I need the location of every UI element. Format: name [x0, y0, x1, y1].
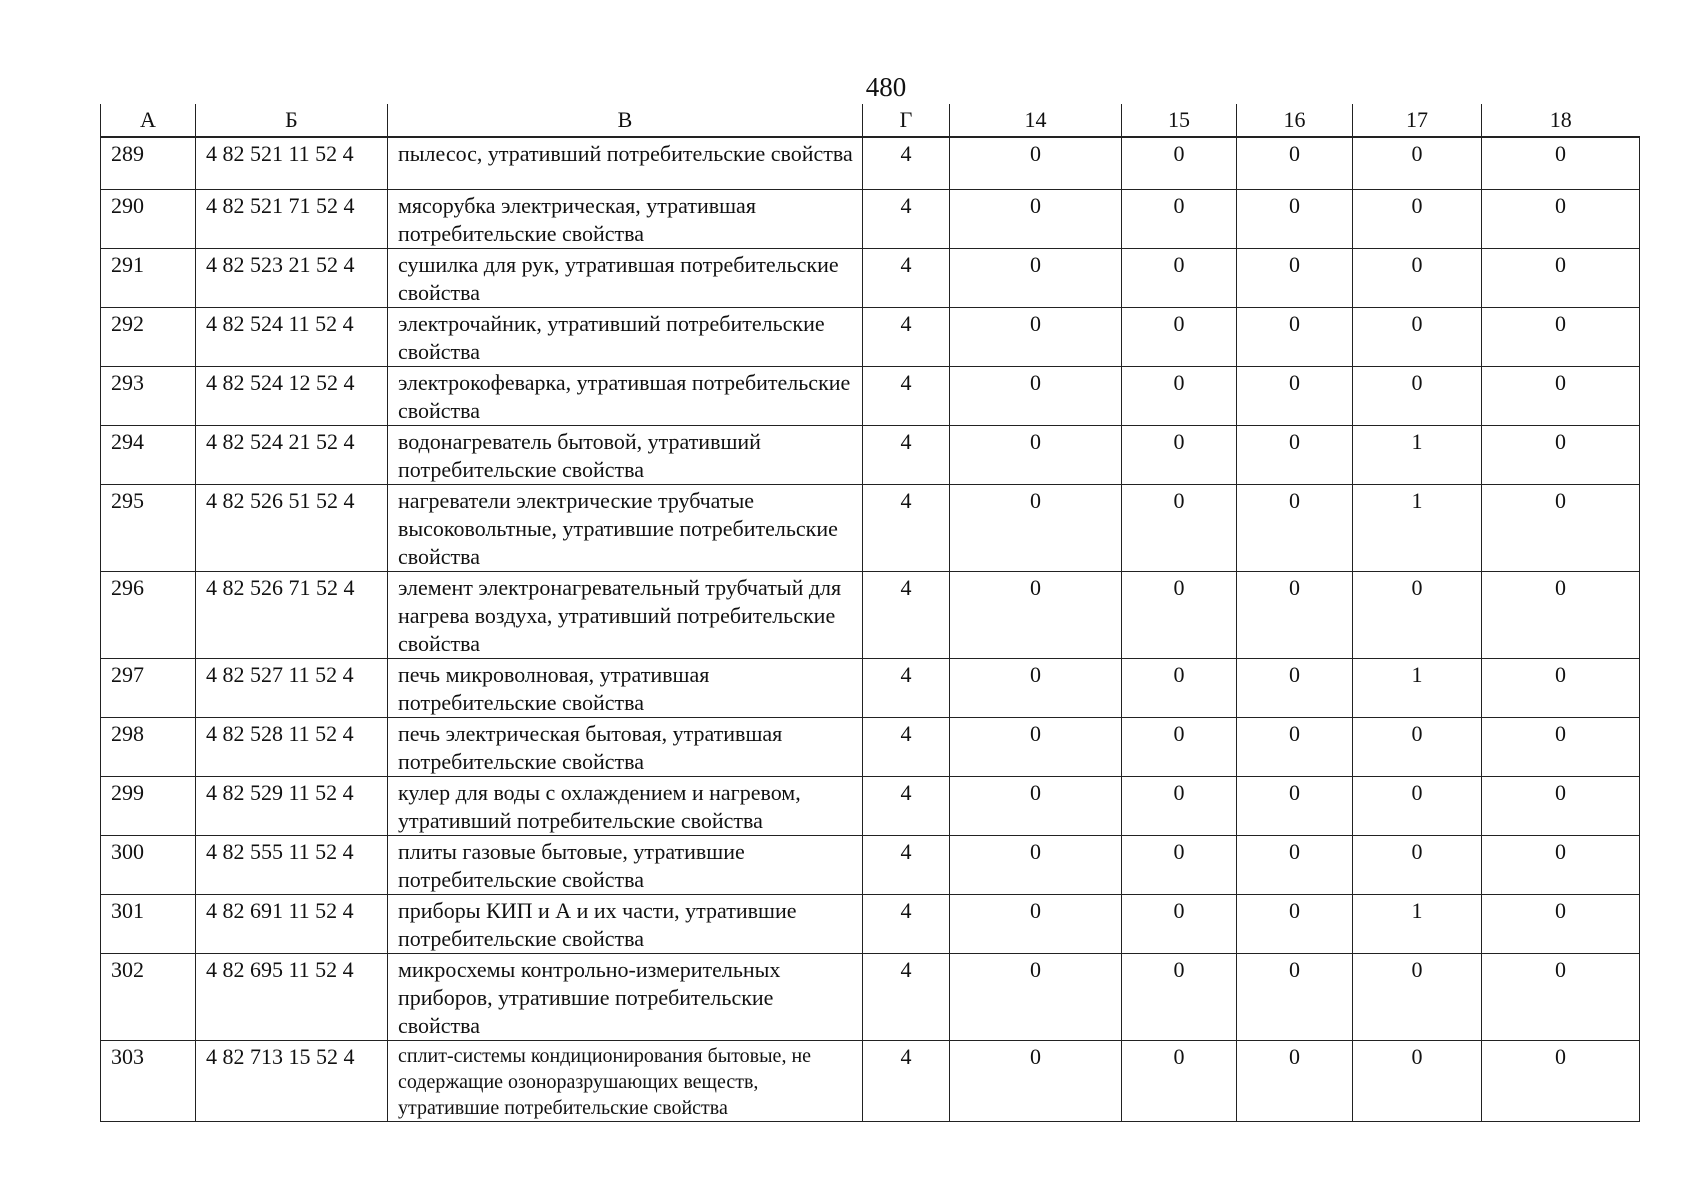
cell-col-15: 0	[1122, 717, 1237, 776]
cell-waste-code: 4 82 523 21 52 4	[196, 248, 388, 307]
header-cell-v: В	[388, 104, 863, 137]
table-row	[101, 1040, 1640, 1121]
cell-col-18: 0	[1482, 658, 1640, 717]
cell-hazard-class: 4	[863, 953, 950, 1040]
cell-col-16: 0	[1237, 248, 1353, 307]
cell-col-15: 0	[1122, 248, 1237, 307]
cell-hazard-class: 4	[863, 425, 950, 484]
cell-col-16: 0	[1237, 189, 1353, 248]
cell-waste-name: печь электрическая бытовая, утратившая потребительские свойства	[388, 717, 863, 776]
cell-col-14: 0	[950, 658, 1122, 717]
cell-col-16: 0	[1237, 776, 1353, 835]
cell-hazard-class: 4	[863, 137, 950, 189]
cell-col-17: 0	[1353, 248, 1482, 307]
cell-waste-code: 4 82 529 11 52 4	[196, 776, 388, 835]
cell-row-number: 303	[101, 1040, 196, 1121]
cell-col-18: 0	[1482, 835, 1640, 894]
cell-row-number: 294	[101, 425, 196, 484]
table-row	[101, 776, 1640, 835]
cell-col-18: 0	[1482, 571, 1640, 658]
header-row	[101, 104, 1640, 137]
cell-col-15: 0	[1122, 894, 1237, 953]
cell-waste-name: сушилка для рук, утратившая потребительские свойства	[388, 248, 863, 307]
cell-hazard-class: 4	[863, 835, 950, 894]
header-cell-a: А	[101, 104, 196, 137]
table-body	[101, 137, 1640, 1121]
table-row	[101, 307, 1640, 366]
cell-waste-code: 4 82 524 21 52 4	[196, 425, 388, 484]
cell-col-16: 0	[1237, 658, 1353, 717]
cell-col-14: 0	[950, 835, 1122, 894]
cell-col-14: 0	[950, 248, 1122, 307]
cell-waste-name: пылесос, утративший потребительские свойства	[388, 137, 863, 189]
cell-row-number: 292	[101, 307, 196, 366]
cell-row-number: 296	[101, 571, 196, 658]
cell-col-15: 0	[1122, 953, 1237, 1040]
cell-col-15: 0	[1122, 137, 1237, 189]
cell-col-17: 1	[1353, 894, 1482, 953]
cell-col-17: 0	[1353, 137, 1482, 189]
cell-hazard-class: 4	[863, 307, 950, 366]
table-row	[101, 717, 1640, 776]
cell-col-17: 0	[1353, 776, 1482, 835]
cell-col-17: 1	[1353, 425, 1482, 484]
header-cell-g: Г	[863, 104, 950, 137]
cell-waste-name: микросхемы контрольно-измерительных приборов, утратившие потребительские свойства	[388, 953, 863, 1040]
cell-col-17: 0	[1353, 1040, 1482, 1121]
cell-col-18: 0	[1482, 248, 1640, 307]
table-row	[101, 425, 1640, 484]
cell-col-16: 0	[1237, 425, 1353, 484]
cell-col-16: 0	[1237, 1040, 1353, 1121]
cell-waste-code: 4 82 526 51 52 4	[196, 484, 388, 571]
cell-col-15: 0	[1122, 366, 1237, 425]
cell-col-15: 0	[1122, 189, 1237, 248]
cell-waste-code: 4 82 691 11 52 4	[196, 894, 388, 953]
cell-row-number: 291	[101, 248, 196, 307]
header-cell-16: 16	[1237, 104, 1353, 137]
cell-col-18: 0	[1482, 425, 1640, 484]
cell-col-14: 0	[950, 953, 1122, 1040]
cell-hazard-class: 4	[863, 189, 950, 248]
cell-row-number: 298	[101, 717, 196, 776]
cell-waste-name: электрочайник, утративший потребительские свойства	[388, 307, 863, 366]
cell-col-17: 0	[1353, 953, 1482, 1040]
cell-col-18: 0	[1482, 717, 1640, 776]
cell-col-14: 0	[950, 571, 1122, 658]
cell-col-15: 0	[1122, 776, 1237, 835]
cell-hazard-class: 4	[863, 366, 950, 425]
cell-col-15: 0	[1122, 658, 1237, 717]
cell-row-number: 300	[101, 835, 196, 894]
cell-row-number: 293	[101, 366, 196, 425]
cell-row-number: 299	[101, 776, 196, 835]
cell-hazard-class: 4	[863, 658, 950, 717]
cell-waste-name: сплит-системы кондиционирования бытовые, не содержащие озоноразрушающих веществ, утратившие потребительские свойства	[388, 1040, 863, 1121]
table-row	[101, 571, 1640, 658]
cell-col-16: 0	[1237, 307, 1353, 366]
cell-waste-name: печь микроволновая, утратившая потребительские свойства	[388, 658, 863, 717]
table-row	[101, 894, 1640, 953]
cell-col-16: 0	[1237, 571, 1353, 658]
header-cell-b: Б	[196, 104, 388, 137]
cell-waste-code: 4 82 528 11 52 4	[196, 717, 388, 776]
cell-col-18: 0	[1482, 137, 1640, 189]
cell-col-17: 1	[1353, 484, 1482, 571]
page-number: 480	[865, 72, 907, 102]
cell-hazard-class: 4	[863, 248, 950, 307]
cell-waste-name: мясорубка электрическая, утратившая потребительские свойства	[388, 189, 863, 248]
cell-hazard-class: 4	[863, 717, 950, 776]
cell-col-15: 0	[1122, 307, 1237, 366]
cell-waste-code: 4 82 695 11 52 4	[196, 953, 388, 1040]
table-header	[101, 104, 1640, 137]
cell-waste-name: кулер для воды с охлаждением и нагревом, утративший потребительские свойства	[388, 776, 863, 835]
cell-waste-code: 4 82 713 15 52 4	[196, 1040, 388, 1121]
header-cell-15: 15	[1122, 104, 1237, 137]
cell-col-16: 0	[1237, 894, 1353, 953]
cell-col-14: 0	[950, 366, 1122, 425]
cell-col-17: 0	[1353, 366, 1482, 425]
cell-col-14: 0	[950, 894, 1122, 953]
table-row	[101, 835, 1640, 894]
cell-col-14: 0	[950, 137, 1122, 189]
cell-col-18: 0	[1482, 366, 1640, 425]
cell-col-17: 0	[1353, 571, 1482, 658]
cell-col-16: 0	[1237, 366, 1353, 425]
cell-col-18: 0	[1482, 953, 1640, 1040]
cell-col-16: 0	[1237, 953, 1353, 1040]
cell-col-17: 0	[1353, 189, 1482, 248]
cell-col-14: 0	[950, 189, 1122, 248]
cell-waste-code: 4 82 527 11 52 4	[196, 658, 388, 717]
cell-col-14: 0	[950, 307, 1122, 366]
cell-waste-name: плиты газовые бытовые, утратившие потребительские свойства	[388, 835, 863, 894]
cell-col-18: 0	[1482, 189, 1640, 248]
cell-col-16: 0	[1237, 137, 1353, 189]
cell-row-number: 289	[101, 137, 196, 189]
cell-col-14: 0	[950, 776, 1122, 835]
cell-col-17: 0	[1353, 717, 1482, 776]
cell-col-18: 0	[1482, 484, 1640, 571]
cell-col-16: 0	[1237, 835, 1353, 894]
cell-hazard-class: 4	[863, 571, 950, 658]
table-row	[101, 248, 1640, 307]
cell-waste-code: 4 82 555 11 52 4	[196, 835, 388, 894]
header-cell-14: 14	[950, 104, 1122, 137]
cell-col-15: 0	[1122, 571, 1237, 658]
cell-row-number: 302	[101, 953, 196, 1040]
cell-col-15: 0	[1122, 1040, 1237, 1121]
cell-col-16: 0	[1237, 717, 1353, 776]
cell-col-17: 0	[1353, 307, 1482, 366]
cell-waste-name: водонагреватель бытовой, утративший потребительские свойства	[388, 425, 863, 484]
cell-waste-code: 4 82 526 71 52 4	[196, 571, 388, 658]
header-cell-18: 18	[1482, 104, 1640, 137]
cell-waste-code: 4 82 521 71 52 4	[196, 189, 388, 248]
cell-col-14: 0	[950, 717, 1122, 776]
cell-hazard-class: 4	[863, 1040, 950, 1121]
cell-col-17: 1	[1353, 658, 1482, 717]
cell-row-number: 297	[101, 658, 196, 717]
table-row	[101, 137, 1640, 189]
cell-waste-name: электрокофеварка, утратившая потребительские свойства	[388, 366, 863, 425]
cell-col-14: 0	[950, 1040, 1122, 1121]
cell-hazard-class: 4	[863, 484, 950, 571]
cell-col-15: 0	[1122, 835, 1237, 894]
cell-col-16: 0	[1237, 484, 1353, 571]
cell-col-14: 0	[950, 484, 1122, 571]
cell-col-17: 0	[1353, 835, 1482, 894]
table-row	[101, 658, 1640, 717]
cell-waste-name: приборы КИП и А и их части, утратившие потребительские свойства	[388, 894, 863, 953]
cell-col-18: 0	[1482, 307, 1640, 366]
cell-row-number: 290	[101, 189, 196, 248]
cell-col-18: 0	[1482, 894, 1640, 953]
table-row	[101, 953, 1640, 1040]
table-row	[101, 366, 1640, 425]
cell-row-number: 295	[101, 484, 196, 571]
cell-hazard-class: 4	[863, 894, 950, 953]
cell-waste-code: 4 82 521 11 52 4	[196, 137, 388, 189]
cell-waste-name: нагреватели электрические трубчатые высоковольтные, утратившие потребительские свойства	[388, 484, 863, 571]
cell-waste-code: 4 82 524 11 52 4	[196, 307, 388, 366]
table-row	[101, 484, 1640, 571]
cell-row-number: 301	[101, 894, 196, 953]
table-row	[101, 189, 1640, 248]
cell-waste-name: элемент электронагревательный трубчатый для нагрева воздуха, утративший потребительские свойства	[388, 571, 863, 658]
cell-col-18: 0	[1482, 1040, 1640, 1121]
header-cell-17: 17	[1353, 104, 1482, 137]
cell-hazard-class: 4	[863, 776, 950, 835]
cell-col-15: 0	[1122, 484, 1237, 571]
cell-col-15: 0	[1122, 425, 1237, 484]
cell-col-14: 0	[950, 425, 1122, 484]
cell-col-18: 0	[1482, 776, 1640, 835]
waste-classification-table	[100, 104, 1640, 1122]
cell-waste-code: 4 82 524 12 52 4	[196, 366, 388, 425]
